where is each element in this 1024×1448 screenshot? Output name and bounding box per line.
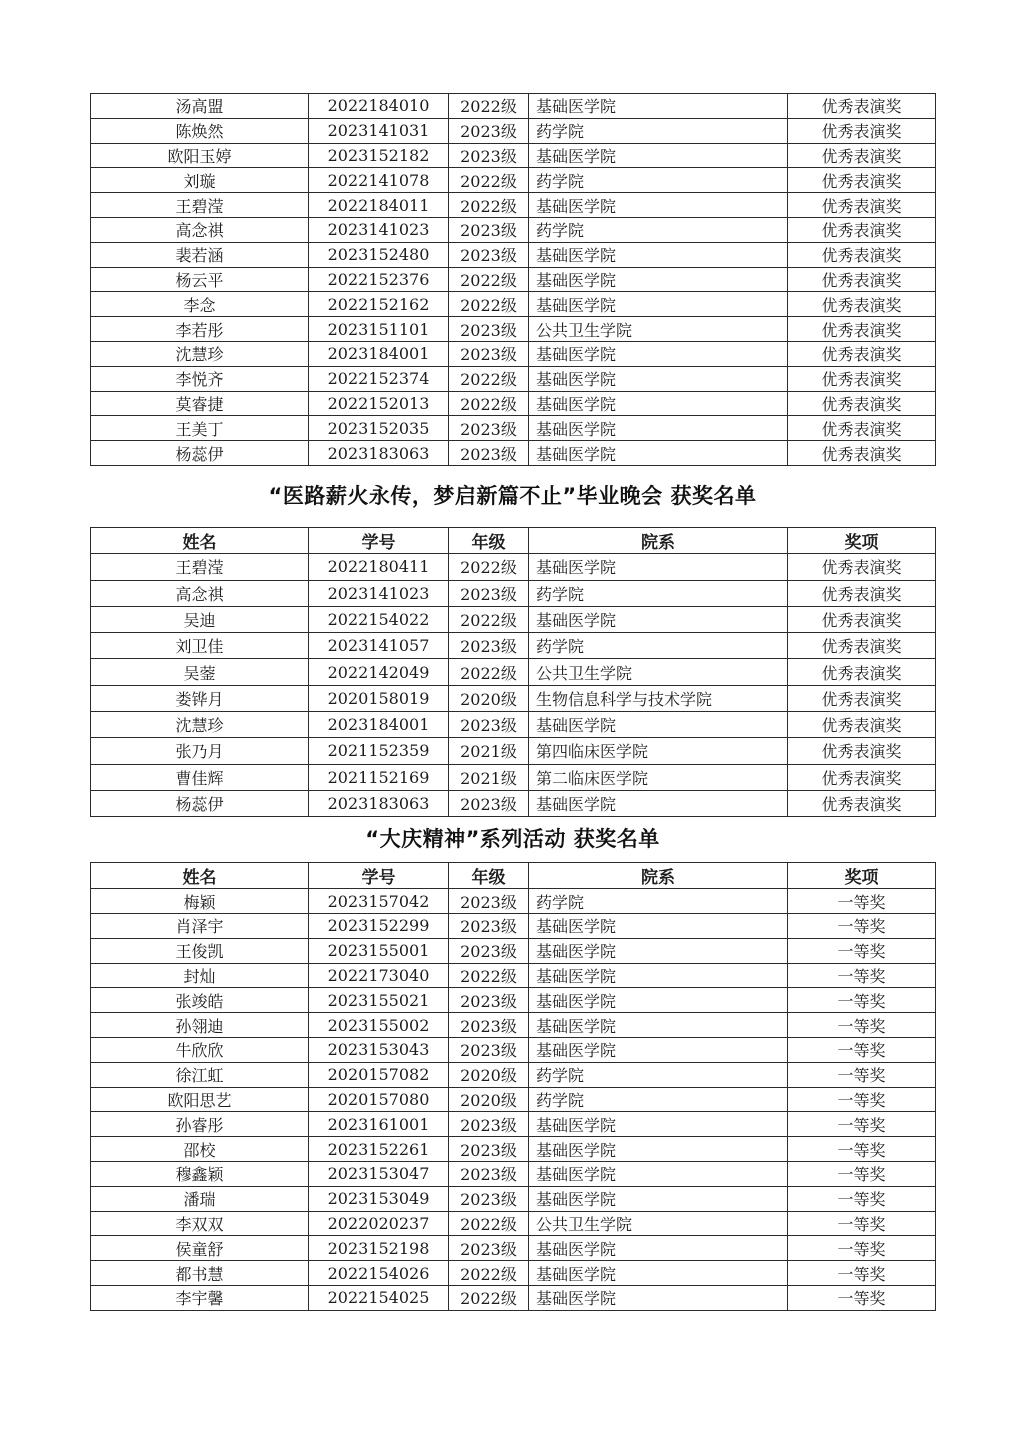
cell-student-id: 2023141023	[309, 580, 449, 606]
cell-name: 孙睿彤	[91, 1112, 309, 1137]
cell-award: 一等奖	[788, 1186, 936, 1211]
cell-award: 一等奖	[788, 1062, 936, 1087]
cell-name: 封灿	[91, 963, 309, 988]
cell-grade: 2020级	[449, 1087, 529, 1112]
cell-department: 基础医学院	[529, 1236, 788, 1261]
cell-award: 优秀表演奖	[788, 94, 936, 119]
cell-student-id: 2020157080	[309, 1087, 449, 1112]
cell-grade: 2023级	[449, 242, 529, 267]
table-row	[91, 1038, 936, 1063]
cell-name: 徐江虹	[91, 1062, 309, 1087]
cell-student-id: 2023161001	[309, 1112, 449, 1137]
cell-grade: 2023级	[449, 317, 529, 342]
cell-department: 基础医学院	[529, 1013, 788, 1038]
column-header: 年级	[449, 527, 529, 553]
cell-student-id: 2022184010	[309, 94, 449, 119]
cell-grade: 2022级	[449, 94, 529, 119]
column-header: 学号	[309, 527, 449, 553]
table-row	[91, 606, 936, 632]
cell-department: 基础医学院	[529, 1186, 788, 1211]
table-row	[91, 441, 936, 466]
table-row	[91, 712, 936, 738]
table-row	[91, 633, 936, 659]
cell-student-id: 2022152013	[309, 391, 449, 416]
table-row	[91, 366, 936, 391]
cell-name: 李悦齐	[91, 366, 309, 391]
cell-name: 汤高盟	[91, 94, 309, 119]
cell-student-id: 2023141057	[309, 633, 449, 659]
column-header: 院系	[529, 863, 788, 889]
table-header-row	[91, 863, 936, 889]
cell-student-id: 2023155002	[309, 1013, 449, 1038]
column-header: 姓名	[91, 863, 309, 889]
cell-name: 李若彤	[91, 317, 309, 342]
cell-award: 优秀表演奖	[788, 193, 936, 218]
cell-department: 基础医学院	[529, 790, 788, 816]
cell-grade: 2023级	[449, 1236, 529, 1261]
cell-department: 基础医学院	[529, 914, 788, 939]
cell-award: 优秀表演奖	[788, 341, 936, 366]
table-row	[91, 685, 936, 711]
cell-name: 邵校	[91, 1137, 309, 1162]
cell-grade: 2023级	[449, 938, 529, 963]
cell-department: 基础医学院	[529, 242, 788, 267]
cell-department: 基础医学院	[529, 712, 788, 738]
table-row	[91, 1236, 936, 1261]
table-row	[91, 416, 936, 441]
table-row	[91, 764, 936, 790]
cell-student-id: 2023155001	[309, 938, 449, 963]
cell-award: 优秀表演奖	[788, 441, 936, 466]
cell-student-id: 2022141078	[309, 168, 449, 193]
cell-department: 药学院	[529, 580, 788, 606]
cell-department: 基础医学院	[529, 1038, 788, 1063]
cell-name: 孙翎迪	[91, 1013, 309, 1038]
table-row	[91, 267, 936, 292]
cell-student-id: 2023152299	[309, 914, 449, 939]
table-row	[91, 1261, 936, 1286]
cell-award: 一等奖	[788, 1261, 936, 1286]
table-row	[91, 580, 936, 606]
cell-grade: 2023级	[449, 580, 529, 606]
table-row	[91, 554, 936, 580]
table-row	[91, 659, 936, 685]
cell-name: 梅颖	[91, 889, 309, 914]
cell-department: 基础医学院	[529, 366, 788, 391]
cell-department: 基础医学院	[529, 416, 788, 441]
cell-student-id: 2022020237	[309, 1211, 449, 1236]
table-row	[91, 1062, 936, 1087]
cell-student-id: 2023152261	[309, 1137, 449, 1162]
cell-department: 基础医学院	[529, 963, 788, 988]
cell-department: 基础医学院	[529, 988, 788, 1013]
column-header: 奖项	[788, 863, 936, 889]
cell-award: 优秀表演奖	[788, 738, 936, 764]
cell-grade: 2023级	[449, 341, 529, 366]
cell-student-id: 2022173040	[309, 963, 449, 988]
cell-name: 张乃月	[91, 738, 309, 764]
cell-name: 王碧滢	[91, 554, 309, 580]
cell-award: 一等奖	[788, 914, 936, 939]
cell-grade: 2022级	[449, 1285, 529, 1310]
cell-grade: 2023级	[449, 712, 529, 738]
cell-name: 高念祺	[91, 217, 309, 242]
cell-department: 基础医学院	[529, 441, 788, 466]
award-table-continued	[90, 93, 936, 466]
cell-department: 第二临床医学院	[529, 764, 788, 790]
cell-grade: 2023级	[449, 1013, 529, 1038]
cell-department: 药学院	[529, 1087, 788, 1112]
cell-student-id: 2020157082	[309, 1062, 449, 1087]
cell-grade: 2022级	[449, 1211, 529, 1236]
cell-department: 基础医学院	[529, 292, 788, 317]
cell-award: 优秀表演奖	[788, 267, 936, 292]
table-row	[91, 94, 936, 119]
cell-department: 公共卫生学院	[529, 1211, 788, 1236]
cell-name: 刘璇	[91, 168, 309, 193]
table-row	[91, 1285, 936, 1310]
cell-department: 基础医学院	[529, 1261, 788, 1286]
cell-department: 药学院	[529, 118, 788, 143]
cell-grade: 2023级	[449, 914, 529, 939]
cell-department: 药学院	[529, 217, 788, 242]
cell-student-id: 2023184001	[309, 341, 449, 366]
cell-grade: 2023级	[449, 1186, 529, 1211]
cell-award: 一等奖	[788, 1137, 936, 1162]
cell-grade: 2023级	[449, 1161, 529, 1186]
cell-name: 吴蓥	[91, 659, 309, 685]
cell-grade: 2023级	[449, 1112, 529, 1137]
cell-name: 李宇馨	[91, 1285, 309, 1310]
cell-award: 优秀表演奖	[788, 685, 936, 711]
cell-grade: 2021级	[449, 764, 529, 790]
cell-award: 优秀表演奖	[788, 554, 936, 580]
cell-grade: 2023级	[449, 988, 529, 1013]
cell-award: 优秀表演奖	[788, 217, 936, 242]
cell-department: 基础医学院	[529, 267, 788, 292]
award-table-graduation-gala	[90, 527, 936, 817]
cell-department: 基础医学院	[529, 606, 788, 632]
cell-grade: 2022级	[449, 292, 529, 317]
cell-grade: 2023级	[449, 1038, 529, 1063]
cell-name: 肖泽宇	[91, 914, 309, 939]
cell-department: 基础医学院	[529, 1137, 788, 1162]
cell-student-id: 2022180411	[309, 554, 449, 580]
cell-student-id: 2023141023	[309, 217, 449, 242]
cell-student-id: 2023141031	[309, 118, 449, 143]
cell-student-id: 2023183063	[309, 790, 449, 816]
cell-award: 一等奖	[788, 1087, 936, 1112]
cell-department: 生物信息科学与技术学院	[529, 685, 788, 711]
cell-name: 欧阳思艺	[91, 1087, 309, 1112]
cell-award: 优秀表演奖	[788, 168, 936, 193]
cell-student-id: 2022154022	[309, 606, 449, 632]
table-row	[91, 790, 936, 816]
column-header: 奖项	[788, 527, 936, 553]
cell-student-id: 2023155021	[309, 988, 449, 1013]
cell-student-id: 2022152376	[309, 267, 449, 292]
cell-department: 第四临床医学院	[529, 738, 788, 764]
table-row	[91, 963, 936, 988]
cell-department: 基础医学院	[529, 554, 788, 580]
cell-name: 王俊凯	[91, 938, 309, 963]
cell-name: 王美丁	[91, 416, 309, 441]
cell-name: 曹佳辉	[91, 764, 309, 790]
cell-name: 穆鑫颖	[91, 1161, 309, 1186]
cell-department: 基础医学院	[529, 94, 788, 119]
cell-department: 药学院	[529, 168, 788, 193]
cell-student-id: 2021152359	[309, 738, 449, 764]
table-row	[91, 242, 936, 267]
cell-department: 公共卫生学院	[529, 317, 788, 342]
cell-award: 一等奖	[788, 1161, 936, 1186]
cell-department: 药学院	[529, 1062, 788, 1087]
cell-award: 一等奖	[788, 988, 936, 1013]
column-header: 学号	[309, 863, 449, 889]
cell-student-id: 2023184001	[309, 712, 449, 738]
cell-name: 都书慧	[91, 1261, 309, 1286]
table-row	[91, 914, 936, 939]
cell-grade: 2022级	[449, 554, 529, 580]
cell-department: 基础医学院	[529, 1161, 788, 1186]
cell-name: 沈慧珍	[91, 341, 309, 366]
cell-grade: 2022级	[449, 366, 529, 391]
cell-name: 张竣皓	[91, 988, 309, 1013]
cell-grade: 2022级	[449, 391, 529, 416]
cell-department: 基础医学院	[529, 1112, 788, 1137]
cell-name: 杨蕊伊	[91, 790, 309, 816]
cell-department: 药学院	[529, 889, 788, 914]
table-row	[91, 193, 936, 218]
cell-name: 莫睿捷	[91, 391, 309, 416]
cell-name: 欧阳玉婷	[91, 143, 309, 168]
cell-award: 优秀表演奖	[788, 659, 936, 685]
cell-name: 陈焕然	[91, 118, 309, 143]
table-row	[91, 118, 936, 143]
table-row	[91, 889, 936, 914]
cell-student-id: 2023152198	[309, 1236, 449, 1261]
column-header: 姓名	[91, 527, 309, 553]
table-row	[91, 1013, 936, 1038]
cell-grade: 2022级	[449, 963, 529, 988]
cell-grade: 2022级	[449, 1261, 529, 1286]
table-row	[91, 1137, 936, 1162]
table-row	[91, 738, 936, 764]
cell-student-id: 2021152169	[309, 764, 449, 790]
cell-student-id: 2023157042	[309, 889, 449, 914]
cell-student-id: 2020158019	[309, 685, 449, 711]
cell-grade: 2020级	[449, 1062, 529, 1087]
cell-department: 基础医学院	[529, 1285, 788, 1310]
cell-name: 吴迪	[91, 606, 309, 632]
cell-grade: 2023级	[449, 790, 529, 816]
cell-name: 娄铧月	[91, 685, 309, 711]
cell-award: 一等奖	[788, 1013, 936, 1038]
cell-student-id: 2022184011	[309, 193, 449, 218]
cell-name: 裴若涵	[91, 242, 309, 267]
cell-award: 优秀表演奖	[788, 416, 936, 441]
table-row	[91, 168, 936, 193]
cell-student-id: 2023151101	[309, 317, 449, 342]
cell-name: 刘卫佳	[91, 633, 309, 659]
award-table-daqing-spirit	[90, 862, 936, 1311]
cell-grade: 2023级	[449, 416, 529, 441]
cell-name: 李念	[91, 292, 309, 317]
cell-award: 一等奖	[788, 1211, 936, 1236]
cell-award: 一等奖	[788, 1038, 936, 1063]
table-row	[91, 217, 936, 242]
cell-award: 优秀表演奖	[788, 764, 936, 790]
cell-grade: 2023级	[449, 889, 529, 914]
cell-student-id: 2023183063	[309, 441, 449, 466]
cell-student-id: 2022154025	[309, 1285, 449, 1310]
table-row	[91, 1087, 936, 1112]
cell-department: 基础医学院	[529, 143, 788, 168]
cell-award: 优秀表演奖	[788, 633, 936, 659]
column-header: 院系	[529, 527, 788, 553]
cell-name: 沈慧珍	[91, 712, 309, 738]
cell-student-id: 2023152480	[309, 242, 449, 267]
cell-name: 杨云平	[91, 267, 309, 292]
cell-award: 优秀表演奖	[788, 580, 936, 606]
cell-award: 一等奖	[788, 938, 936, 963]
cell-department: 基础医学院	[529, 391, 788, 416]
cell-name: 王碧滢	[91, 193, 309, 218]
cell-award: 一等奖	[788, 963, 936, 988]
cell-award: 优秀表演奖	[788, 292, 936, 317]
cell-department: 基础医学院	[529, 938, 788, 963]
table-header-row	[91, 527, 936, 553]
table-row	[91, 391, 936, 416]
cell-award: 优秀表演奖	[788, 317, 936, 342]
cell-award: 优秀表演奖	[788, 242, 936, 267]
document-page	[90, 93, 935, 1311]
cell-award: 一等奖	[788, 1112, 936, 1137]
cell-name: 牛欣欣	[91, 1038, 309, 1063]
cell-name: 杨蕊伊	[91, 441, 309, 466]
section-title-daqing-spirit: “大庆精神”系列活动 获奖名单	[365, 827, 660, 852]
cell-grade: 2020级	[449, 685, 529, 711]
cell-name: 高念祺	[91, 580, 309, 606]
cell-award: 一等奖	[788, 1285, 936, 1310]
cell-student-id: 2023152035	[309, 416, 449, 441]
cell-grade: 2023级	[449, 441, 529, 466]
table-row	[91, 1211, 936, 1236]
cell-grade: 2021级	[449, 738, 529, 764]
cell-award: 一等奖	[788, 1236, 936, 1261]
cell-grade: 2022级	[449, 606, 529, 632]
cell-grade: 2022级	[449, 193, 529, 218]
cell-award: 一等奖	[788, 889, 936, 914]
cell-department: 公共卫生学院	[529, 659, 788, 685]
cell-grade: 2023级	[449, 217, 529, 242]
table-row	[91, 143, 936, 168]
cell-student-id: 2022142049	[309, 659, 449, 685]
table-row	[91, 292, 936, 317]
cell-award: 优秀表演奖	[788, 712, 936, 738]
cell-grade: 2023级	[449, 118, 529, 143]
table-row	[91, 1161, 936, 1186]
cell-grade: 2022级	[449, 168, 529, 193]
cell-department: 基础医学院	[529, 193, 788, 218]
cell-student-id: 2022154026	[309, 1261, 449, 1286]
table-row	[91, 341, 936, 366]
cell-student-id: 2023152182	[309, 143, 449, 168]
cell-name: 潘瑞	[91, 1186, 309, 1211]
cell-department: 基础医学院	[529, 341, 788, 366]
table-row	[91, 1112, 936, 1137]
cell-award: 优秀表演奖	[788, 143, 936, 168]
cell-student-id: 2022152374	[309, 366, 449, 391]
table-row	[91, 317, 936, 342]
cell-grade: 2023级	[449, 1137, 529, 1162]
cell-award: 优秀表演奖	[788, 366, 936, 391]
cell-award: 优秀表演奖	[788, 606, 936, 632]
cell-award: 优秀表演奖	[788, 391, 936, 416]
section-title-graduation-gala: “医路薪火永传，梦启新篇不止”毕业晚会 获奖名单	[268, 483, 757, 508]
cell-name: 侯童舒	[91, 1236, 309, 1261]
cell-grade: 2022级	[449, 267, 529, 292]
cell-student-id: 2023153049	[309, 1186, 449, 1211]
cell-student-id: 2022152162	[309, 292, 449, 317]
table-row	[91, 1186, 936, 1211]
table-row	[91, 938, 936, 963]
cell-student-id: 2023153043	[309, 1038, 449, 1063]
cell-grade: 2022级	[449, 659, 529, 685]
cell-award: 优秀表演奖	[788, 790, 936, 816]
cell-name: 李双双	[91, 1211, 309, 1236]
cell-grade: 2023级	[449, 633, 529, 659]
cell-award: 优秀表演奖	[788, 118, 936, 143]
column-header: 年级	[449, 863, 529, 889]
table-row	[91, 988, 936, 1013]
cell-student-id: 2023153047	[309, 1161, 449, 1186]
cell-department: 药学院	[529, 633, 788, 659]
cell-grade: 2023级	[449, 143, 529, 168]
